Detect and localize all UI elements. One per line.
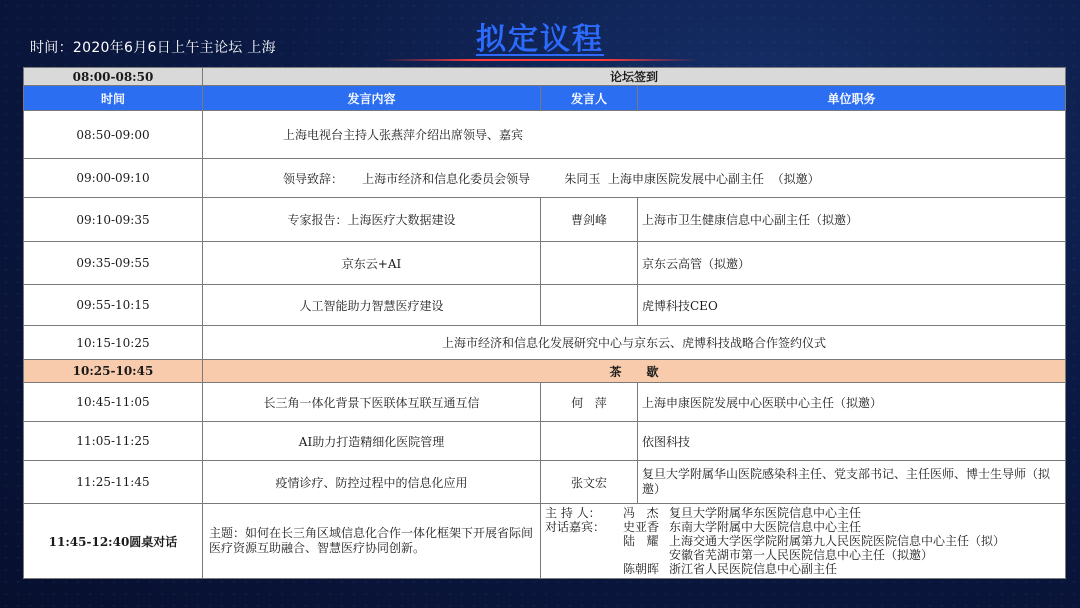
row-time: 10:25-10:45 xyxy=(24,360,203,383)
row-speaker: 何 萍 xyxy=(541,383,638,422)
row-org: 虎博科技CEO xyxy=(638,285,1066,326)
page-title: 拟定议程 xyxy=(476,22,604,57)
participant-name: 陈朝晖 xyxy=(623,562,660,576)
participant-title: 上海交通大学医学院附属第九人民医院医院信息中心主任（拟） xyxy=(669,534,1006,548)
panel-line xyxy=(545,548,1061,562)
agenda-table xyxy=(23,67,1066,579)
row-speaker: 张文宏 xyxy=(541,461,638,504)
column-header-time: 时间 xyxy=(24,86,203,111)
row-org: 上海申康医院发展中心医联中心主任（拟邀） xyxy=(638,383,1066,422)
row-speaker xyxy=(541,285,638,326)
row-time: 11:25-11:45 xyxy=(24,461,203,504)
panel-row xyxy=(24,504,1066,579)
row-time: 08:50-09:00 xyxy=(24,111,203,159)
participant-title: 复旦大学附属华东医院信息中心主任 xyxy=(669,506,862,520)
table-row xyxy=(24,111,1066,159)
row-time: 09:55-10:15 xyxy=(24,285,203,326)
tea-break-label: 茶 歇 xyxy=(203,360,1066,383)
row-content: 疫情诊疗、防控过程中的信息化应用 xyxy=(203,461,541,504)
row-content: 人工智能助力智慧医疗建设 xyxy=(203,285,541,326)
table-row xyxy=(24,242,1066,285)
row-time: 11:05-11:25 xyxy=(24,422,203,461)
row-content: AI助力打造精细化医院管理 xyxy=(203,422,541,461)
row-time: 09:10-09:35 xyxy=(24,198,203,242)
signin-row xyxy=(24,68,1066,86)
panel-line xyxy=(545,520,1061,534)
row-time: 09:35-09:55 xyxy=(24,242,203,285)
table-row xyxy=(24,461,1066,504)
event-subtitle: 时间：2020年6月6日上午主论坛 上海 xyxy=(30,40,276,56)
title-underline-decoration xyxy=(380,59,700,61)
table-row xyxy=(24,198,1066,242)
row-content: 长三角一体化背景下医联体互联互通互信 xyxy=(203,383,541,422)
host-role-label: 主 持 人： xyxy=(545,506,601,520)
guest-role-label: 对话嘉宾： xyxy=(545,520,606,534)
panel-topic: 主题：如何在长三角区域信息化合作一体化框架下开展省际间医疗资源互助融合、智慧医疗协同创新。 xyxy=(203,504,541,579)
participant-name: 冯 杰 xyxy=(623,506,659,520)
row-time: 10:45-11:05 xyxy=(24,383,203,422)
panel-line xyxy=(545,506,1061,520)
panel-line xyxy=(545,562,1061,576)
participant-name: 史亚香 xyxy=(623,520,660,534)
table-row xyxy=(24,326,1066,360)
table-row xyxy=(24,383,1066,422)
participant-title: 浙江省人民医院信息中心副主任 xyxy=(669,562,838,576)
panel-time: 11:45-12:40圆桌对话 xyxy=(24,504,203,579)
row-time: 09:00-09:10 xyxy=(24,159,203,198)
column-header-org: 单位职务 xyxy=(638,86,1066,111)
row-content: 京东云+AI xyxy=(203,242,541,285)
row-time: 10:15-10:25 xyxy=(24,326,203,360)
row-content: 上海电视台主持人张燕萍介绍出席领导、嘉宾 xyxy=(203,111,1066,159)
table-row xyxy=(24,422,1066,461)
panel-line xyxy=(545,534,1061,548)
signin-label: 论坛签到 xyxy=(203,68,1066,86)
row-speaker xyxy=(541,422,638,461)
row-speaker: 曹剑峰 xyxy=(541,198,638,242)
participant-title: 东南大学附属中大医院信息中心主任 xyxy=(669,520,862,534)
panel-participants xyxy=(541,504,1066,579)
participant-title: 安徽省芜湖市第一人民医院信息中心主任（拟邀） xyxy=(669,548,934,562)
tea-break-row xyxy=(24,360,1066,383)
column-header-content: 发言内容 xyxy=(203,86,541,111)
signin-time: 08:00-08:50 xyxy=(24,68,203,86)
participant-name: 陆 耀 xyxy=(623,534,659,548)
row-speaker xyxy=(541,242,638,285)
table-row xyxy=(24,285,1066,326)
row-content: 领导致辞： 上海市经济和信息化委员会领导 朱同玉 上海申康医院发展中心副主任 （拟邀） xyxy=(203,159,1066,198)
header-row xyxy=(24,86,1066,111)
column-header-speaker: 发言人 xyxy=(541,86,638,111)
row-content: 专家报告：上海医疗大数据建设 xyxy=(203,198,541,242)
row-org: 复旦大学附属华山医院感染科主任、党支部书记、主任医师、博士生导师（拟邀） xyxy=(638,461,1066,504)
row-org: 京东云高管（拟邀） xyxy=(638,242,1066,285)
row-content: 上海市经济和信息化发展研究中心与京东云、虎博科技战略合作签约仪式 xyxy=(203,326,1066,360)
row-org: 上海市卫生健康信息中心副主任（拟邀） xyxy=(638,198,1066,242)
table-row xyxy=(24,159,1066,198)
row-org: 依图科技 xyxy=(638,422,1066,461)
